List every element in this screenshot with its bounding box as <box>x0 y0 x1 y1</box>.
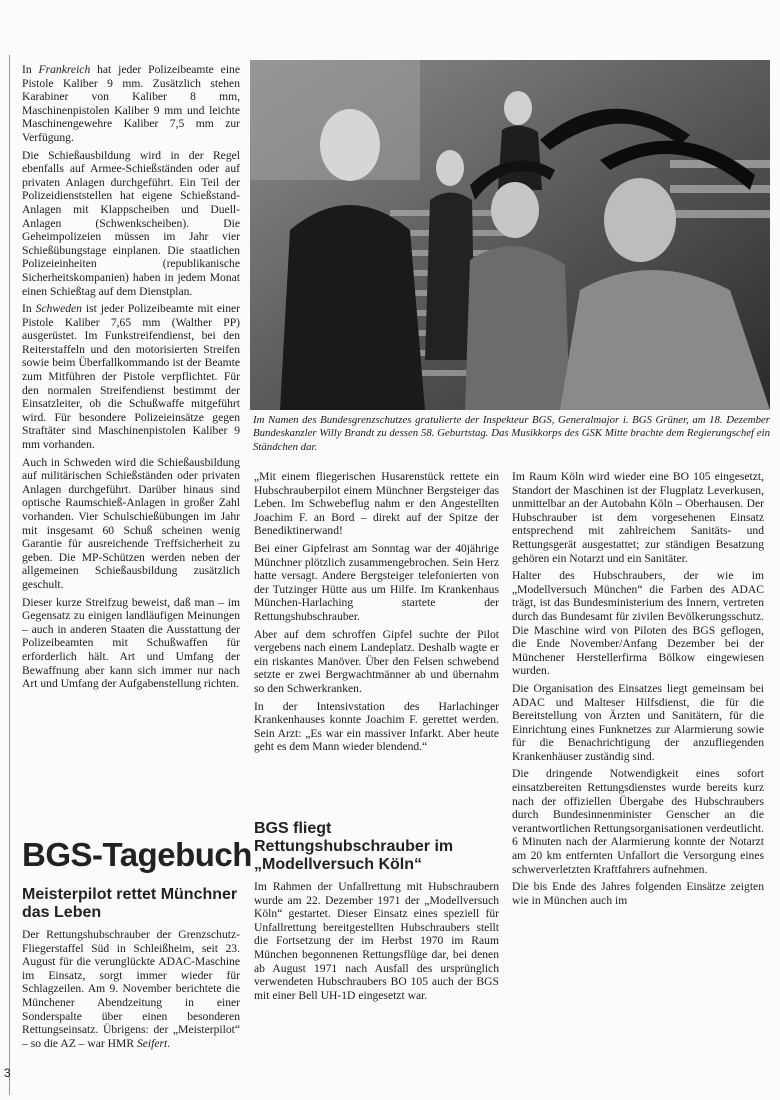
paragraph: Die Schießausbildung wird in der Regel ebenfalls auf Armee-Schießständen oder auf privaten Anlagen durchgeführt. Ein Teil der Polizeidienststellen hat eigene Schießstand-Anlagen mit Klappscheiben und Duell-Anlagen (Schwenkscheiben). Die Geheimpolizeien müssen im Jahr vier Schießübungstage einplanen. Die staatlichen Polizeieinheiten (republikanische Sicherheitskompanien) haben in jedem Monat einen Schießtag auf dem Dienstplan. <box>22 148 240 298</box>
paragraph <box>22 928 240 1050</box>
left-column-text <box>22 63 240 695</box>
italic-text: Frankreich <box>38 63 91 76</box>
text: hat jeder Polizeibeamte eine Pistole Kaliber 9 mm. Zusätzlich stehen Karabiner von Kaliber 8 mm, Maschinenpistolen Kaliber 9 mm und leichte Maschinengewehre Kaliber 7,5 mm zur Verfügung. <box>22 63 240 144</box>
photo-caption: Im Namen des Bundesgrenzschutzes gratulierte der Inspekteur BGS, Generalmajor i. BGS Grüner, am 18. Dezember Bundeskanzler Willy Brandt zu dessen 58. Geburtstag. Das Musikkorps des GSK Mitte brachte dem Regierungschef ein Ständchen dar. <box>253 414 770 453</box>
paragraph: In der Intensivstation des Harlachinger Krankenhauses konnte Joachim F. gerettet werden. Sein Arzt: „Es war ein massiver Infarkt. Aber heute geht es dem Mann wieder blendend.“ <box>254 699 499 754</box>
paragraph: Die dringende Notwendigkeit eines sofort einsatzbereiten Rettungsdienstes wurde bereits kurz nach der offiziellen Übergabe des Hubschraubers durch Bundesinnenminister Genscher an die verantwortlichen Rettungsorganisationen verdeutlicht. 6 Minuten nach der Alarmierung konnte der Notarzt am 20 km entfernten Unfallort die Versorgung eines schwerverletzten Kraftfahrers aufnehmen. <box>512 767 764 876</box>
paragraph: Auch in Schweden wird die Schießausbildung auf militärischen Schießständen oder privaten Anlagen durchgeführt. Darüber hinaus sind optische Raumschieß-Anlagen in großer Zahl vorhanden. Vier Schulschießübungen im Jahr mit insgesamt 60 Schuß scheinen wenig Garantie für ausreichende Treffsicherheit zu geben. Die MP-Schützen werden neben der allgemeinen Schießausbildung zusätzlich geschult. <box>22 455 240 591</box>
paragraph: Die Organisation des Einsatzes liegt gemeinsam bei ADAC und Malteser Hilfsdienst, die für die Bereitstellung von Ärzten und Sanitätern, für die Einrichtung eines Funknetzes zur Alarmierung sowie für die Benachrichtigung der anzufliegenden Krankenhäuser zuständig sind. <box>512 681 764 763</box>
paragraph: Aber auf dem schroffen Gipfel suchte der Pilot vergebens nach einem Landeplatz. Deshalb wagte er ein riskantes Manöver. Über den Felsen schwebend setzte er zwei Bergwachtmänner ab und übernahm so den Schwerkranken. <box>254 627 499 695</box>
text: In <box>22 302 36 316</box>
text: In <box>22 63 39 76</box>
italic-text: Schweden <box>35 302 82 316</box>
page-edge-line <box>9 55 10 1095</box>
paragraph: Dieser kurze Streifzug beweist, daß man – im Gegensatz zu einigen landläufigen Meinungen – auch in anderen Staaten die Ausstattung der Polizeibeamten mit Schußwaffen für erforderlich hält. Art und Umfang der Bewaffnung aber kann sich immer nur nach Art und Umfang der Aufgabenstellung richten. <box>22 595 240 691</box>
paragraph: „Mit einem fliegerischen Husarenstück rettete ein Hubschrauberpilot einem Münchner Bergsteiger das Leben. Im Schwebeflug nahm er den Angestellten Joachim F. an Bord – direkt auf der Spitze der Benediktinerwand! <box>254 470 499 538</box>
paragraph-schweden <box>22 302 240 452</box>
paragraph-frankreich <box>22 63 240 145</box>
paragraph: Im Rahmen der Unfallrettung mit Hubschraubern wurde am 22. Dezember 1971 der „Modellversuch Köln“ gestartet. Dieser Einsatz eines speziell für Unfallrettung bereitgestellten Hubschraubers stellt die Fortsetzung der im Herbst 1970 im Raum München begonnenen Rettungsflüge dar, bei denen ab August 1971 nach Ausfall des ursprünglich verwendeten Hubschraubers BO 105 auch der BGS mit einer Bell UH-1D eingesetzt war. <box>254 880 499 1002</box>
italic-text: Seifert <box>136 1036 168 1050</box>
article-headline: BGS fliegt Rettungshubschrauber im „Modellversuch Köln“ <box>254 820 454 873</box>
article-body <box>254 880 499 1006</box>
section-title: BGS-Tagebuch <box>22 836 252 873</box>
text: Der Rettungshubschrauber der Grenzschutz-Fliegerstaffel Süd in Schleißheim, seit 23. August für die verunglückte ADAC-Maschine im Einsatz, sorgt immer wieder für Schlagzeilen. Am 9. November berichtete die Münchener Abendzeitung in einer Sonderspalte über einen besonderen Rettungseinsatz. Übrigens: der „Meisterpilot“ – so die AZ – war HMR <box>22 928 240 1050</box>
article-body <box>254 470 499 758</box>
photo-brandt-birthday <box>250 60 770 410</box>
article-body <box>512 470 764 911</box>
text: . <box>167 1036 171 1050</box>
paragraph: Halter des Hubschraubers, der wie im „Modellversuch München“ die Farben des ADAC trägt, ist das Bundesministerium des Innern, vertreten durch das Bundesamt für zivilen Bevölkerungsschutz. Die Maschine wird von Piloten des BGS geflogen, die Ende November/Anfang Dezember bei der Münchener Herstellerfirma Bölkow eingewiesen wurden. <box>512 569 764 678</box>
article-body <box>22 928 240 1054</box>
photo-illustration <box>250 60 770 410</box>
paragraph: Bei einer Gipfelrast am Sonntag war der 40jährige Münchner plötzlich zusammengebrochen. Sein Herz hatte versagt. Andere Bergsteiger telefonierten von der Tutzinger Hütte aus um Hilfe. Im Krankenhaus München-Harlaching startete der Rettungshubschrauber. <box>254 541 499 623</box>
page-number: 3 <box>4 1066 11 1080</box>
paragraph: Im Raum Köln wird wieder eine BO 105 eingesetzt, Standort der Maschinen ist der Flugplatz Leverkusen, unmittelbar an der Autobahn Köln – Oberhausen. Der Hubschrauber ist dem vorgesehenen Einsatz entsprechend mit zahlreichem Sanitäts- und Rettungsgerät ausgestattet; zur ständigen Besatzung gehören ein Notarzt und ein Sanitäter. <box>512 470 764 565</box>
paragraph: Die bis Ende des Jahres folgenden Einsätze zeigten wie in München auch im <box>512 880 764 907</box>
article-headline: Meisterpilot rettet Münchner das Leben <box>22 886 238 921</box>
text: ist jeder Polizeibeamte mit einer Pistole Kaliber 7,65 mm (Walther PP) ausgerüstet. Im Funkstreifendienst, bei den Reiterstaffeln und den motorisierten Streifen sowie beim Überfallkommando ist der Beamte zum Mitführen der Pistole verpflichtet. Für den normalen Streifendienst bestimmt der Einsatzleiter, ob die Schußwaffe mitgeführt wird. Für besondere Polizeieinsätze gegen Straftäter sind Maschinenpistolen Kaliber 9 mm vorhanden. <box>22 302 241 452</box>
